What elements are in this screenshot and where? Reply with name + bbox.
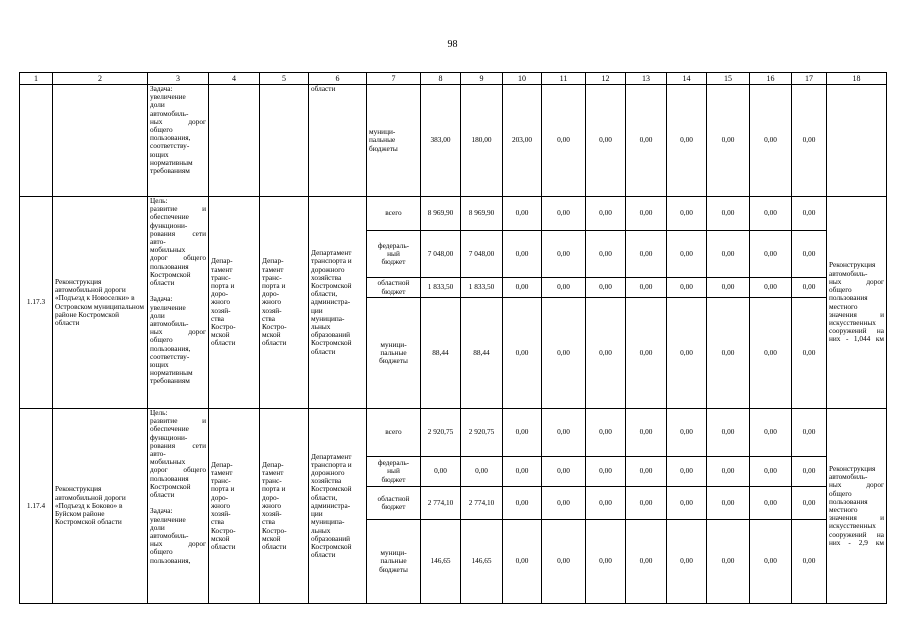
funding-row [20,197,887,231]
amount-cell: 0,00 [667,278,707,298]
amount-cell: 88,44 [421,298,461,409]
header-cell: 12 [586,73,626,85]
funding-source-cell: областной бюджет [367,278,421,298]
amount-cell: 0,00 [626,278,667,298]
amount-cell: 0,00 [667,231,707,278]
continuation-row [20,85,887,197]
goal-task-cell: Цель: развитие и обеспечение функциони- рования сети авто- мобильных дорог общего пользования Костромской области Задача: увеличение доли автомобиль- ных дорог общего пользования, [148,409,209,604]
amount-cell: 0,00 [667,409,707,457]
column-number-row [20,73,887,85]
header-cell: 17 [792,73,827,85]
header-cell: 8 [421,73,461,85]
amount-cell: 0,00 [667,487,707,520]
header-cell: 3 [148,73,209,85]
amount-cell: 0,00 [503,278,542,298]
amount-cell: 7 048,00 [461,231,503,278]
amount-cell: 2 920,75 [421,409,461,457]
amount-cell: 0,00 [586,487,626,520]
header-cell: 18 [827,73,887,85]
amount-cell: 0,00 [542,231,586,278]
amount-cell: 0,00 [707,487,750,520]
coexecutor-cell: Депар- тамент транс- порта и доро- жного хозяй- ства Костро- мской области [260,409,309,604]
amount-cell: 8 969,90 [421,197,461,231]
amount-cell: 0,00 [667,520,707,604]
funding-source-cell: областной бюджет [367,487,421,520]
amount-cell: 383,00 [421,85,461,197]
amount-cell: 0,00 [667,85,707,197]
amount-cell: 0,00 [586,85,626,197]
amount-cell: 0,00 [503,487,542,520]
amount-cell: 1 833,50 [421,278,461,298]
header-cell: 6 [309,73,367,85]
amount-cell: 0,00 [503,197,542,231]
amount-cell: 0,00 [503,231,542,278]
amount-cell: 0,00 [626,298,667,409]
funding-source-cell: федераль- ный бюджет [367,231,421,278]
amount-cell: 2 774,10 [461,487,503,520]
amount-cell: 0,00 [542,487,586,520]
participants-cell: Департамент транспорта и дорожного хозяйства Костромской области, администра- ции муниципа- льных образований Костромской области [309,197,367,409]
amount-cell: 0,00 [503,457,542,487]
amount-cell: 88,44 [461,298,503,409]
amount-cell: 0,00 [750,197,792,231]
funding-source-cell: всего [367,197,421,231]
amount-cell: 0,00 [750,457,792,487]
amount-cell: 0,00 [667,197,707,231]
amount-cell: 0,00 [792,457,827,487]
amount-cell: 0,00 [626,520,667,604]
result-cell [827,85,887,197]
amount-cell: 7 048,00 [421,231,461,278]
amount-cell: 0,00 [707,197,750,231]
amount-cell: 0,00 [542,409,586,457]
amount-cell: 0,00 [586,197,626,231]
amount-cell: 0,00 [586,457,626,487]
program-table [19,72,887,604]
funding-source-cell: муници- пальные бюджеты [367,85,421,197]
amount-cell: 0,00 [461,457,503,487]
amount-cell: 0,00 [626,197,667,231]
amount-cell: 0,00 [586,409,626,457]
amount-cell: 0,00 [586,278,626,298]
funding-source-cell: муници- пальные бюджеты [367,298,421,409]
amount-cell: 0,00 [792,85,827,197]
header-cell: 14 [667,73,707,85]
amount-cell: 0,00 [707,409,750,457]
amount-cell: 0,00 [707,231,750,278]
amount-cell: 0,00 [750,409,792,457]
header-cell: 2 [53,73,148,85]
amount-cell: 0,00 [542,298,586,409]
goal-task-cell: Цель: развитие и обеспечение функциони- рования сети авто- мобильных дорог общего пользования Костромской области Задача: увеличение доли автомобиль- ных дорог общего пользования, соответству- ющих нормативным требованиям [148,197,209,409]
coexecutor-cell [260,85,309,197]
result-cell: Реконструкция автомобиль- ных дорог общего пользования местного значения и искусственных сооружений на них - 1,044 км [827,197,887,409]
funding-source-cell: федераль- ный бюджет [367,457,421,487]
amount-cell: 0,00 [792,520,827,604]
amount-cell: 0,00 [707,298,750,409]
amount-cell: 2 774,10 [421,487,461,520]
header-cell: 16 [750,73,792,85]
funding-row [20,409,887,457]
funding-source-cell: всего [367,409,421,457]
amount-cell: 0,00 [586,520,626,604]
header-cell: 9 [461,73,503,85]
amount-cell: 203,00 [503,85,542,197]
amount-cell: 0,00 [792,197,827,231]
amount-cell: 0,00 [750,487,792,520]
participants-cell: Департамент транспорта и дорожного хозяйства Костромской области, администра- ции муниципа- льных образований Костромской области [309,409,367,604]
amount-cell: 0,00 [750,278,792,298]
header-cell: 5 [260,73,309,85]
amount-cell: 8 969,90 [461,197,503,231]
amount-cell: 0,00 [707,85,750,197]
header-cell: 11 [542,73,586,85]
amount-cell: 0,00 [626,85,667,197]
header-cell: 15 [707,73,750,85]
number-cell [20,85,53,197]
header-cell: 7 [367,73,421,85]
amount-cell: 0,00 [750,231,792,278]
amount-cell: 0,00 [707,520,750,604]
amount-cell: 0,00 [667,457,707,487]
amount-cell: 0,00 [750,520,792,604]
amount-cell: 0,00 [586,231,626,278]
amount-cell: 0,00 [626,457,667,487]
number-cell: 1.17.4 [20,409,53,604]
amount-cell: 0,00 [626,231,667,278]
page-number: 98 [447,39,458,50]
amount-cell: 0,00 [792,278,827,298]
amount-cell: 0,00 [707,457,750,487]
amount-cell: 0,00 [750,85,792,197]
amount-cell: 0,00 [626,409,667,457]
name-cell: Реконструкция автомобильной дороги «Подъезд к Новоселки» в Островском муниципальном районе Костромской области [53,197,148,409]
amount-cell: 0,00 [750,298,792,409]
header-cell: 10 [503,73,542,85]
amount-cell: 0,00 [503,298,542,409]
coexecutor-cell: Депар- тамент транс- порта и доро- жного хозяй- ства Костро- мской области [260,197,309,409]
executor-cell: Депар- тамент транс- порта и доро- жного хозяй- ства Костро- мской области [209,409,260,604]
amount-cell: 146,65 [461,520,503,604]
amount-cell: 0,00 [792,409,827,457]
header-cell: 4 [209,73,260,85]
executor-cell [209,85,260,197]
amount-cell: 0,00 [707,278,750,298]
funding-source-cell: муници- пальные бюджеты [367,520,421,604]
amount-cell: 0,00 [542,85,586,197]
number-cell: 1.17.3 [20,197,53,409]
amount-cell: 0,00 [503,520,542,604]
amount-cell: 0,00 [792,231,827,278]
amount-cell: 0,00 [792,298,827,409]
name-cell: Реконструкция автомобильной дороги «Подъезд к Боково» в Буйском районе Костромской области [53,409,148,604]
amount-cell: 2 920,75 [461,409,503,457]
amount-cell: 0,00 [421,457,461,487]
amount-cell: 0,00 [503,409,542,457]
amount-cell: 0,00 [542,457,586,487]
participants-cell: области [309,85,367,197]
header-cell: 1 [20,73,53,85]
amount-cell: 0,00 [542,278,586,298]
result-cell: Реконструкция автомобиль- ных дорог общего пользования местного значения и искусственных сооружений на них - 2,9 км [827,409,887,604]
amount-cell: 0,00 [542,197,586,231]
amount-cell: 0,00 [667,298,707,409]
amount-cell: 0,00 [586,298,626,409]
executor-cell: Депар- тамент транс- порта и доро- жного хозяй- ства Костро- мской области [209,197,260,409]
amount-cell: 0,00 [626,487,667,520]
amount-cell: 146,65 [421,520,461,604]
amount-cell: 180,00 [461,85,503,197]
amount-cell: 1 833,50 [461,278,503,298]
header-cell: 13 [626,73,667,85]
goal-task-cell: Задача: увеличение доли автомобиль- ных дорог общего пользования, соответству- ющих нормативным требованиям [148,85,209,197]
amount-cell: 0,00 [542,520,586,604]
amount-cell: 0,00 [792,487,827,520]
name-cell [53,85,148,197]
